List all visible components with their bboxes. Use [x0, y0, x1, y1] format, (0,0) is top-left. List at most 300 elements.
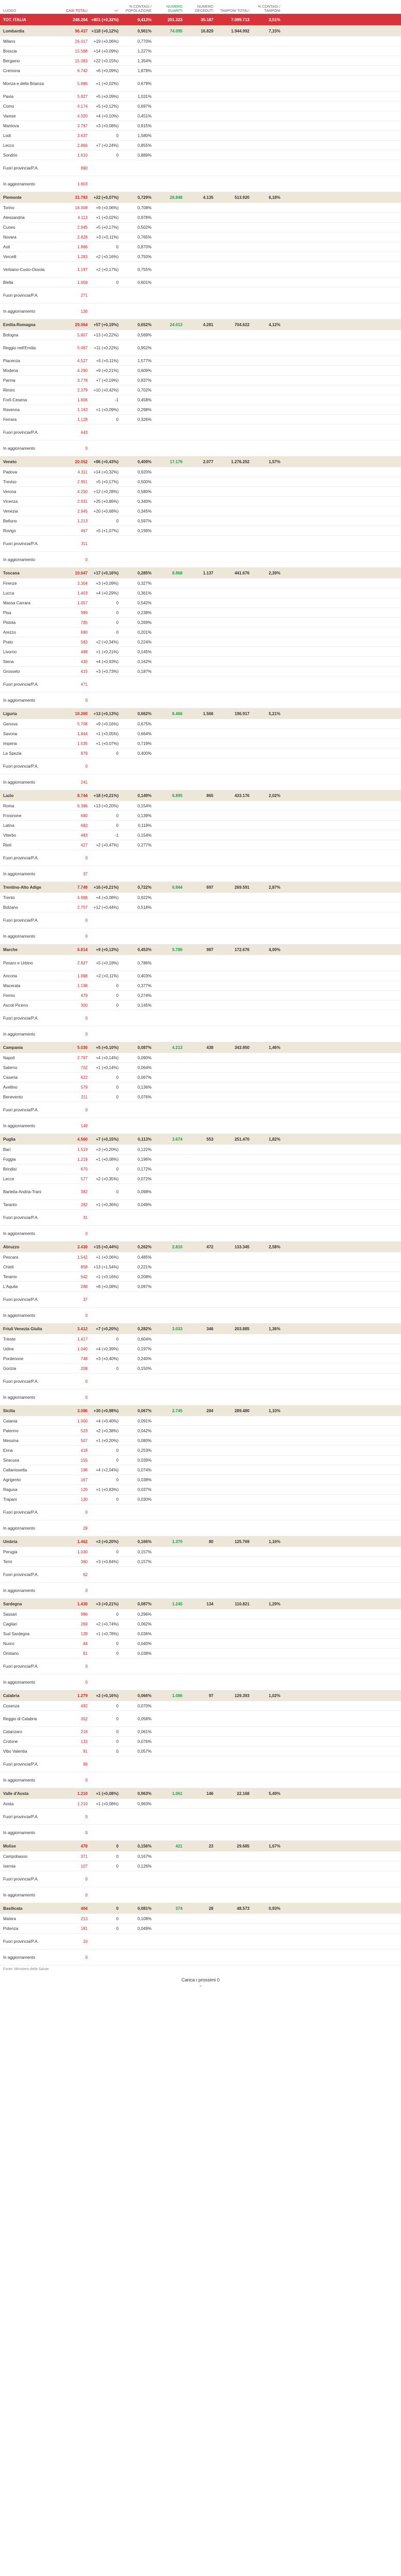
cases-cell: 0 [85, 1313, 88, 1318]
pct-pop-cell: 0,870% [137, 244, 152, 249]
delta-cell: -1 [114, 833, 119, 838]
place-cell: Massa Carrara [3, 600, 30, 605]
place-cell: Forlì-Cesena [3, 397, 27, 402]
table-row [0, 1063, 401, 1073]
table-row [0, 287, 401, 303]
cases-cell: 690 [80, 813, 88, 818]
cases-cell: 3.412 [77, 1326, 88, 1331]
place-cell: Rimini [3, 387, 15, 393]
cases-cell: 3.086 [77, 1408, 88, 1413]
delta-cell: 0 [116, 1906, 119, 1911]
place-cell: Foggia [3, 1157, 16, 1162]
table-row [0, 971, 401, 981]
place-cell: Chieti [3, 1264, 14, 1269]
place-cell: Sicilia [3, 1408, 15, 1413]
cases-cell: 120 [80, 1487, 88, 1492]
cases-cell: 642 [80, 1274, 88, 1279]
table-row [0, 1292, 401, 1308]
table-row [0, 739, 401, 749]
delta-cell: +5 (+0,12%) [95, 104, 119, 109]
pct-pop-cell: 0,978% [137, 215, 152, 220]
delta-cell: +15 (+0,44%) [93, 1244, 119, 1249]
pct-tests-cell: 1,67% [269, 1843, 280, 1849]
pct-pop-cell: 0,062% [137, 1621, 152, 1626]
pct-pop-cell: 0,403% [137, 973, 152, 978]
table-row [0, 1649, 401, 1658]
recovered-cell: 1.086 [172, 1693, 182, 1698]
pct-pop-cell: 1,354% [137, 58, 152, 63]
cases-cell: 4.290 [77, 368, 88, 373]
cases-cell: 1.197 [77, 267, 88, 272]
table-row [0, 536, 401, 552]
pct-pop-cell: 0,855% [137, 143, 152, 148]
place-cell: Perugia [3, 1549, 18, 1554]
cases-cell: 0 [85, 446, 88, 451]
place-cell: Abruzzo [3, 1244, 20, 1249]
cases-cell: 37 [83, 1297, 88, 1302]
tests-cell: 269.591 [235, 885, 249, 890]
place-cell: Reggio di Calabria [3, 1716, 37, 1721]
col-recovered: NUMERO GUARITI [166, 5, 182, 13]
place-cell: Toscana [3, 570, 20, 575]
place-cell: Venezia [3, 509, 18, 514]
region-row [0, 1599, 401, 1609]
table-row [0, 242, 401, 252]
place-cell: Sardegna [3, 1601, 22, 1606]
cases-cell: 1.213 [77, 518, 88, 523]
place-cell: In aggiornamento [3, 1892, 36, 1897]
pct-pop-cell: 0,087% [137, 1045, 152, 1050]
delta-cell: 0 [116, 1366, 119, 1371]
deaths-cell: 146 [206, 1791, 213, 1796]
table-row [0, 37, 401, 46]
col-pct-tests: % CONTAGI / TAMPONI [258, 5, 280, 13]
pct-pop-cell: 0,221% [137, 1264, 152, 1269]
pct-pop-cell: 0,664% [137, 731, 152, 736]
tests-cell: 196.917 [235, 711, 249, 716]
table-row [0, 811, 401, 821]
cases-cell: 404 [80, 1906, 88, 1911]
place-cell: Palermo [3, 1428, 19, 1433]
cases-cell: 1.542 [77, 1255, 88, 1260]
pct-pop-cell: 0,679% [137, 81, 152, 86]
pct-pop-cell: 0,199% [137, 528, 152, 533]
delta-cell: +5 (+0,11%) [96, 358, 119, 363]
pct-pop-cell: 0,580% [137, 489, 152, 494]
cases-cell: 133 [80, 1739, 88, 1744]
table-row [0, 1053, 401, 1063]
pct-pop-cell: 0,098% [137, 1189, 152, 1194]
pct-pop-cell: 0,049% [137, 1202, 152, 1207]
place-cell: Bologna [3, 332, 19, 337]
deaths-cell: 865 [206, 793, 213, 798]
cases-cell: 2.757 [77, 905, 88, 910]
place-cell: Milano [3, 39, 15, 44]
cases-cell: 2.767 [77, 1055, 88, 1060]
place-cell: Campobasso [3, 1854, 28, 1859]
cases-cell: 130 [80, 1497, 88, 1502]
delta-cell: +16 (+0,21%) [93, 885, 119, 890]
region-row [0, 1841, 401, 1852]
table-row [0, 1619, 401, 1629]
table-row [0, 440, 401, 456]
region-row [0, 790, 401, 801]
place-cell: Fuori provincia/P.A. [3, 165, 39, 171]
cases-cell: 1.198 [77, 983, 88, 988]
pct-pop-cell: 0,058% [137, 1716, 152, 1721]
table-row [0, 579, 401, 588]
cases-cell: 1.898 [77, 973, 88, 978]
col-tests: TAMPONI TOTALI [220, 9, 249, 13]
deaths-cell: 2.077 [203, 459, 213, 464]
cases-cell: 128 [80, 1631, 88, 1636]
table-row [0, 1914, 401, 1924]
delta-cell: +8 (+0,08%) [95, 1284, 119, 1289]
tests-cell: 110.821 [235, 1601, 249, 1606]
place-cell: Rovigo [3, 528, 16, 533]
pct-pop-cell: 0,076% [137, 1094, 152, 1099]
cases-cell: 3.787 [77, 123, 88, 128]
delta-cell: +17 (+0,16%) [93, 570, 119, 575]
tests-cell: 251.470 [235, 1137, 249, 1142]
delta-cell: 0 [116, 1549, 119, 1554]
deaths-cell: 97 [209, 1693, 213, 1698]
delta-cell: +20 (+0,68%) [93, 509, 119, 514]
delta-cell: +13 (+1,54%) [93, 1264, 119, 1269]
place-cell: Trentino-Alto Adige [3, 885, 41, 890]
cases-cell: 0 [85, 1588, 88, 1593]
pct-tests-cell: 1,36% [269, 1326, 280, 1331]
table-row [0, 111, 401, 121]
delta-cell: +1 (+0,08%) [95, 1791, 119, 1796]
recovered-cell: 17.176 [170, 459, 182, 464]
place-cell: In aggiornamento [3, 934, 36, 939]
delta-cell: 0 [116, 1497, 119, 1502]
table-row [0, 223, 401, 232]
recovered-cell: 421 [175, 1843, 182, 1849]
place-cell: Novara [3, 234, 16, 240]
place-cell: Fuori provincia/P.A. [3, 1297, 39, 1302]
table-row [0, 1658, 401, 1674]
pct-pop-cell: 0,285% [137, 570, 152, 575]
cases-cell: 0 [85, 1830, 88, 1835]
table-row [0, 1252, 401, 1262]
place-cell: In aggiornamento [3, 1526, 36, 1531]
cases-cell: 415 [80, 669, 88, 674]
table-row [0, 719, 401, 729]
place-cell: Grosseto [3, 669, 20, 674]
region-row [0, 568, 401, 579]
table-row [0, 1308, 401, 1324]
place-cell: Roma [3, 803, 14, 808]
place-cell: Frosinone [3, 813, 22, 818]
delta-cell: +14 (+0,09%) [93, 48, 119, 54]
cases-cell: 5.708 [77, 721, 88, 726]
recovered-cell: 8.868 [172, 570, 182, 575]
place-cell: In aggiornamento [3, 1955, 36, 1960]
pct-pop-cell: 0,196% [137, 1157, 152, 1162]
recovered-cell: 5.786 [172, 947, 182, 952]
cases-cell: 427 [80, 842, 88, 848]
delta-cell: 0 [116, 1916, 119, 1921]
recovered-cell: 8.466 [172, 711, 182, 716]
cases-cell: 1.128 [77, 417, 88, 422]
place-cell: Livorno [3, 649, 17, 654]
pct-pop-cell: 0,113% [138, 1137, 152, 1142]
place-cell: Pavia [3, 94, 14, 99]
deaths-cell: 553 [206, 1137, 213, 1142]
table-row [0, 928, 401, 944]
place-cell: Fuori provincia/P.A. [3, 430, 39, 435]
cases-cell: 0 [85, 1395, 88, 1400]
place-cell: Pesaro e Urbino [3, 960, 33, 965]
cases-cell: 479 [80, 993, 88, 998]
place-cell: Verona [3, 489, 16, 494]
place-cell: In aggiornamento [3, 1123, 36, 1128]
delta-cell: 0 [116, 1166, 119, 1172]
pct-pop-cell: 0,961% [137, 28, 152, 33]
deaths-cell: 23 [209, 1843, 213, 1849]
cases-cell: 0 [85, 1955, 88, 1960]
table-row [0, 160, 401, 176]
chevron-down-icon[interactable]: ⌄ [198, 1982, 203, 1988]
cases-cell: 583 [80, 639, 88, 645]
delta-cell: +7 (+0,19%) [95, 378, 119, 383]
pct-pop-cell: 0,126% [137, 1863, 152, 1869]
table-row [0, 1092, 401, 1102]
delta-cell: +1 (+0,02%) [95, 81, 119, 86]
cases-cell: 0 [85, 1680, 88, 1685]
tests-cell: 704.622 [235, 322, 249, 327]
delta-cell: 0 [116, 417, 119, 422]
place-cell: Aosta [3, 1801, 14, 1806]
place-cell: Enna [3, 1448, 13, 1453]
pct-pop-cell: 0,915% [137, 123, 152, 128]
table-row [0, 774, 401, 790]
cases-cell: 10 [83, 1939, 88, 1944]
delta-cell: 0 [116, 600, 119, 605]
table-row [0, 1262, 401, 1272]
place-cell: Belluno [3, 518, 17, 523]
place-cell: Puglia [3, 1137, 16, 1142]
cases-cell: 196 [80, 1467, 88, 1472]
place-cell: Friuli Venezia Giulia [3, 1326, 42, 1331]
pct-pop-cell: 0,569% [137, 332, 152, 337]
place-cell: Molise [3, 1843, 16, 1849]
place-cell: Basilicata [3, 1906, 23, 1911]
cases-cell: 622 [80, 1075, 88, 1080]
delta-cell: +25 (+0,86%) [93, 499, 119, 504]
pct-pop-cell: 0,224% [137, 639, 152, 645]
pct-pop-cell: 0,154% [137, 803, 152, 808]
table-row [0, 262, 401, 278]
table-row [0, 415, 401, 425]
delta-cell: +1 (+0,07%) [95, 741, 119, 746]
pct-pop-cell: 0,091% [137, 1418, 152, 1423]
pct-pop-cell: 0,036% [137, 1631, 152, 1636]
region-row [0, 192, 401, 203]
pct-pop-cell: 0,253% [137, 1448, 152, 1453]
cases-cell: 2.951 [77, 479, 88, 484]
table-row [0, 657, 401, 667]
delta-cell: +118 (+0,12%) [91, 28, 119, 33]
place-cell: Ferrara [3, 417, 17, 422]
table-row [0, 1809, 401, 1825]
deaths-cell: 438 [206, 1045, 213, 1050]
cases-cell: 382 [80, 1189, 88, 1194]
cases-cell: 1.417 [77, 1336, 88, 1342]
pct-tests-cell: 1,02% [269, 1693, 280, 1698]
delta-cell: 0 [116, 1863, 119, 1869]
cases-cell: 4.174 [77, 104, 88, 109]
pct-pop-cell: 0,345% [137, 509, 152, 514]
place-cell: La Spezia [3, 751, 22, 756]
pct-tests-cell: 7,15% [269, 28, 280, 33]
cases-cell: 0 [85, 1015, 88, 1021]
table-row [0, 1825, 401, 1841]
place-cell: TOT. ITALIA [3, 17, 26, 22]
place-cell: Macerata [3, 983, 21, 988]
place-cell: Latina [3, 823, 14, 828]
pct-pop-cell: 0,413% [137, 17, 152, 22]
pct-pop-cell: 0,963% [137, 1791, 152, 1796]
table-row [0, 903, 401, 912]
cases-cell: 0 [85, 1510, 88, 1515]
pct-pop-cell: 1,227% [137, 48, 152, 54]
table-row [0, 729, 401, 739]
pct-pop-cell: 0,601% [137, 280, 152, 285]
tests-cell: 133.345 [235, 1244, 249, 1249]
place-cell: Lucca [3, 590, 14, 596]
cases-cell: 5.030 [77, 1045, 88, 1050]
pct-pop-cell: 0,652% [137, 322, 152, 327]
cases-cell: 271 [80, 293, 88, 298]
cases-cell: 248.204 [73, 17, 88, 22]
cases-cell: 1.462 [77, 1539, 88, 1544]
cases-cell: 1.059 [77, 280, 88, 285]
pct-pop-cell: 0,708% [137, 205, 152, 210]
pct-pop-cell: 0,702% [137, 387, 152, 393]
table-row [0, 831, 401, 840]
place-cell: Fuori provincia/P.A. [3, 1215, 39, 1220]
delta-cell: +2 (+0,11%) [96, 973, 119, 978]
cases-cell: 16.008 [75, 205, 88, 210]
pct-pop-cell: 0,201% [137, 630, 152, 635]
table-row [0, 1073, 401, 1082]
recovered-cell: 1.061 [172, 1791, 182, 1796]
cases-cell: 0 [85, 1876, 88, 1882]
cases-cell: 1.057 [77, 600, 88, 605]
table-row [0, 588, 401, 598]
pct-pop-cell: 0,197% [137, 1346, 152, 1351]
table-row [0, 1701, 401, 1711]
deaths-cell: 16.829 [201, 28, 213, 33]
delta-cell: 0 [116, 1448, 119, 1453]
delta-cell: +10 (+0,42%) [93, 387, 119, 393]
delta-cell: +1 (+0,83%) [95, 1487, 119, 1492]
pct-pop-cell: 0,038% [137, 1651, 152, 1656]
delta-cell: 0 [116, 823, 119, 828]
delta-cell: +1 (+0,16%) [95, 1274, 119, 1279]
cases-cell: 3.430 [77, 1244, 88, 1249]
pct-pop-cell: 1,878% [137, 68, 152, 73]
table-row [0, 330, 401, 340]
place-cell: Umbria [3, 1539, 18, 1544]
pct-pop-cell: 1,577% [137, 358, 152, 363]
pct-pop-cell: 0,064% [137, 1065, 152, 1070]
place-cell: Calabria [3, 1693, 20, 1698]
deaths-cell: 80 [209, 1539, 213, 1544]
pct-tests-cell: 5,21% [269, 711, 280, 716]
table-row [0, 1711, 401, 1727]
place-cell: Imperia [3, 741, 17, 746]
cases-cell: 858 [80, 1264, 88, 1269]
pct-pop-cell: 0,274% [137, 993, 152, 998]
tests-cell: 29.685 [237, 1843, 249, 1849]
place-cell: Fuori provincia/P.A. [3, 1664, 39, 1669]
cases-cell: 4.020 [77, 113, 88, 118]
cases-cell: 241 [80, 779, 88, 785]
cases-cell: 2.931 [77, 499, 88, 504]
table-row [0, 497, 401, 506]
cases-cell: 1.430 [77, 1601, 88, 1606]
pct-pop-cell: 0,067% [137, 1408, 152, 1413]
cases-cell: 311 [81, 541, 88, 546]
pct-pop-cell: 0,889% [137, 152, 152, 158]
place-cell: In aggiornamento [3, 1777, 36, 1783]
pct-pop-cell: 0,837% [137, 378, 152, 383]
place-cell: Ragusa [3, 1487, 18, 1492]
cases-cell: 0 [85, 557, 88, 562]
recovered-cell: 2.745 [172, 1408, 182, 1413]
place-cell: Cuneo [3, 225, 15, 230]
delta-cell: 0 [116, 1458, 119, 1463]
table-row [0, 1164, 401, 1174]
deaths-cell: 4.281 [203, 322, 213, 327]
place-cell: Savona [3, 731, 18, 736]
pct-tests-cell: 1,16% [269, 1539, 280, 1544]
cases-cell: 37 [83, 871, 88, 876]
place-cell: Cagliari [3, 1621, 18, 1626]
cases-cell: 29 [83, 1526, 88, 1531]
pct-pop-cell: 0,156% [137, 1843, 152, 1849]
pct-pop-cell: 0,662% [137, 711, 152, 716]
table-row [0, 1210, 401, 1226]
cases-cell: 0 [85, 918, 88, 923]
place-cell: Biella [3, 280, 13, 285]
cases-cell: 6.814 [77, 947, 88, 952]
place-cell: Campania [3, 1045, 23, 1050]
pct-tests-cell: 1,46% [269, 1045, 280, 1050]
table-row [0, 1799, 401, 1809]
load-more-button[interactable]: Carica i prossimi 0 [181, 1977, 220, 1982]
table-row [0, 1547, 401, 1557]
table-row [0, 758, 401, 774]
cases-cell: 269 [80, 1621, 88, 1626]
cases-cell: 91 [83, 1749, 88, 1754]
pct-tests-cell: 6,18% [269, 195, 280, 200]
tests-cell: 125.769 [235, 1539, 249, 1544]
table-row [0, 866, 401, 882]
delta-cell: +5 (+1,07%) [95, 528, 119, 533]
place-cell: Piacenza [3, 358, 20, 363]
cases-cell: 1.844 [77, 731, 88, 736]
place-cell: Arezzo [3, 630, 16, 635]
delta-cell: +4 (+0,14%) [95, 1055, 119, 1060]
recovered-cell: 4.213 [172, 1045, 182, 1050]
table-row [0, 1364, 401, 1374]
delta-cell: +7 (+0,15%) [95, 1137, 119, 1142]
